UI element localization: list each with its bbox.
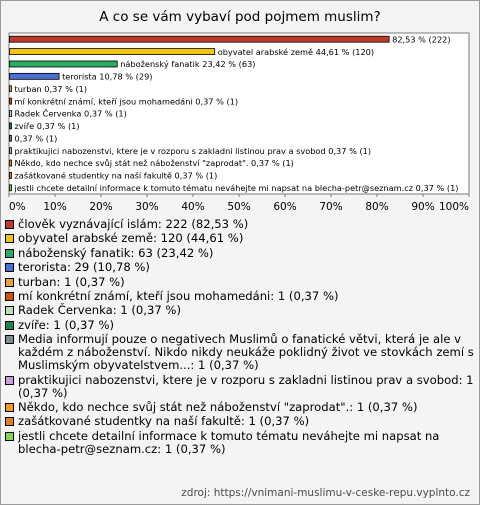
legend-swatch-10 <box>5 376 14 385</box>
bar-label-8: zvíře 0,37 % (1) <box>14 121 80 132</box>
bar-label-1: 82,53 % (222) <box>392 34 451 45</box>
bar-plot <box>0 0 480 215</box>
bar-13 <box>10 185 12 191</box>
bar-8 <box>10 123 12 129</box>
legend-item-2 <box>5 232 475 245</box>
bar-5 <box>10 86 12 92</box>
bar-2 <box>10 49 215 55</box>
legend-swatch-7 <box>5 306 14 315</box>
x-tick-label-1: 10% <box>43 201 67 213</box>
bar-label-10: praktikujici nabozenstvi, ktere je v rozporu s zakladni listinou prav a svobod 0,37 % (1) <box>14 145 372 156</box>
bar-label-3: náboženský fanatik 23,42 % (63) <box>120 59 256 70</box>
legend-swatch-3 <box>5 249 14 258</box>
x-tick-label-8: 80% <box>365 201 389 213</box>
bar-10 <box>10 148 12 154</box>
x-tick-label-2: 20% <box>89 201 113 213</box>
legend-item-12 <box>5 415 475 428</box>
legend-label-8: zvíře: 1 (0,37 %) <box>18 317 115 332</box>
bar-6 <box>10 98 12 104</box>
legend-label-11: Někdo, kdo nechce svůj stát než náboženství "zaprodat".: 1 (0,37 %) <box>18 399 418 414</box>
legend-swatch-12 <box>5 417 14 426</box>
legend-item-13 <box>5 430 475 456</box>
x-tick-label-5: 50% <box>227 201 251 213</box>
bar-label-7: Radek Červenka 0,37 % (1) <box>14 108 127 119</box>
legend-label-7: Radek Červenka: 1 (0,37 %) <box>18 303 181 318</box>
legend-label-6: mí konkrétní známí, kteří jsou mohamedáni: 1 (0,37 %) <box>18 288 339 303</box>
bar-label-6: mí konkrétní známí, kteří jsou mohamedáni 0,37 % (1) <box>14 96 239 107</box>
bar-1 <box>10 36 390 42</box>
x-tick-label-0: 0% <box>9 201 26 213</box>
bar-label-5: turban 0,37 % (1) <box>14 83 88 94</box>
legend-label-1: člověk vyznávající islám: 222 (82,53 %) <box>18 217 249 231</box>
legend-swatch-9 <box>5 335 14 344</box>
legend-item-3 <box>5 247 475 260</box>
legend-label-4: terorista: 29 (10,78 %) <box>18 260 150 275</box>
legend-swatch-8 <box>5 321 14 330</box>
chart-title: A co se vám vybaví pod pojmem muslim? <box>99 9 381 25</box>
legend <box>5 218 475 457</box>
legend-label-3: náboženský fanatik: 63 (23,42 %) <box>18 245 214 260</box>
bar-label-9: 0,37 % (1) <box>14 133 58 144</box>
legend-swatch-4 <box>5 263 14 272</box>
bar-7 <box>10 111 12 117</box>
legend-swatch-13 <box>5 432 14 441</box>
legend-label-13: jestli chcete detailní informace k tomuto tématu neváhejte mi napsat na blecha-petr@seznam.cz: 1 (0,37 %) <box>18 428 440 456</box>
bar-label-13: jestli chcete detailní informace k tomuto tématu neváhejte mi napsat na blecha-petr@seznam.cz 0,37 % (1) <box>14 183 459 194</box>
legend-swatch-5 <box>5 278 14 287</box>
legend-item-6 <box>5 290 475 303</box>
legend-swatch-2 <box>5 234 14 243</box>
legend-item-9 <box>5 333 475 372</box>
legend-item-7 <box>5 304 475 317</box>
bar-3 <box>10 61 118 67</box>
x-tick-label-6: 60% <box>273 201 297 213</box>
legend-item-8 <box>5 319 475 332</box>
x-tick-label-4: 40% <box>181 201 205 213</box>
legend-label-9: Media informují pouze o negativech Muslimů o fanatické větvi, která je ale v každém z náboženství. Nikdo nikdy neukáže poklidný život ve stovkách zemí s Muslimským obyvatelstvem...: 1 (0,37 %) <box>18 332 474 373</box>
legend-item-10 <box>5 374 475 400</box>
source-note: zdroj: https://vnimani-muslimu-v-ceske-repu.vyplnto.cz <box>181 487 470 499</box>
legend-label-5: turban: 1 (0,37 %) <box>18 274 125 289</box>
legend-swatch-1 <box>5 220 14 229</box>
legend-item-4 <box>5 261 475 274</box>
legend-item-11 <box>5 401 475 414</box>
legend-label-12: zašátkované studentky na naší fakultě: 1 (0,37 %) <box>18 414 310 429</box>
x-tick-label-3: 30% <box>135 201 159 213</box>
legend-label-2: obyvatel arabské země: 120 (44,61 %) <box>18 231 244 246</box>
legend-swatch-11 <box>5 403 14 412</box>
x-tick-label-10: 100% <box>438 201 469 213</box>
x-tick-label-9: 90% <box>411 201 435 213</box>
bar-4 <box>10 73 60 79</box>
legend-swatch-6 <box>5 292 14 301</box>
bar-label-4: terorista 10,78 % (29) <box>62 71 153 82</box>
legend-item-1 <box>5 218 475 231</box>
bar-9 <box>10 135 12 141</box>
bar-12 <box>10 172 12 178</box>
x-tick-label-7: 70% <box>319 201 343 213</box>
bar-11 <box>10 160 12 166</box>
bar-label-2: obyvatel arabské země 44,61 % (120) <box>217 46 375 57</box>
legend-item-5 <box>5 276 475 289</box>
bar-label-12: zašátkované studentky na naší fakultě 0,37 % (1) <box>14 170 218 181</box>
legend-label-10: praktikujici nabozenstvi, ktere je v rozporu s zakladni listinou prav a svobod: 1 (0,37 %) <box>18 372 474 400</box>
bar-label-11: Někdo, kdo nechce svůj stát než náboženství "zaprodat". 0,37 % (1) <box>14 158 294 169</box>
